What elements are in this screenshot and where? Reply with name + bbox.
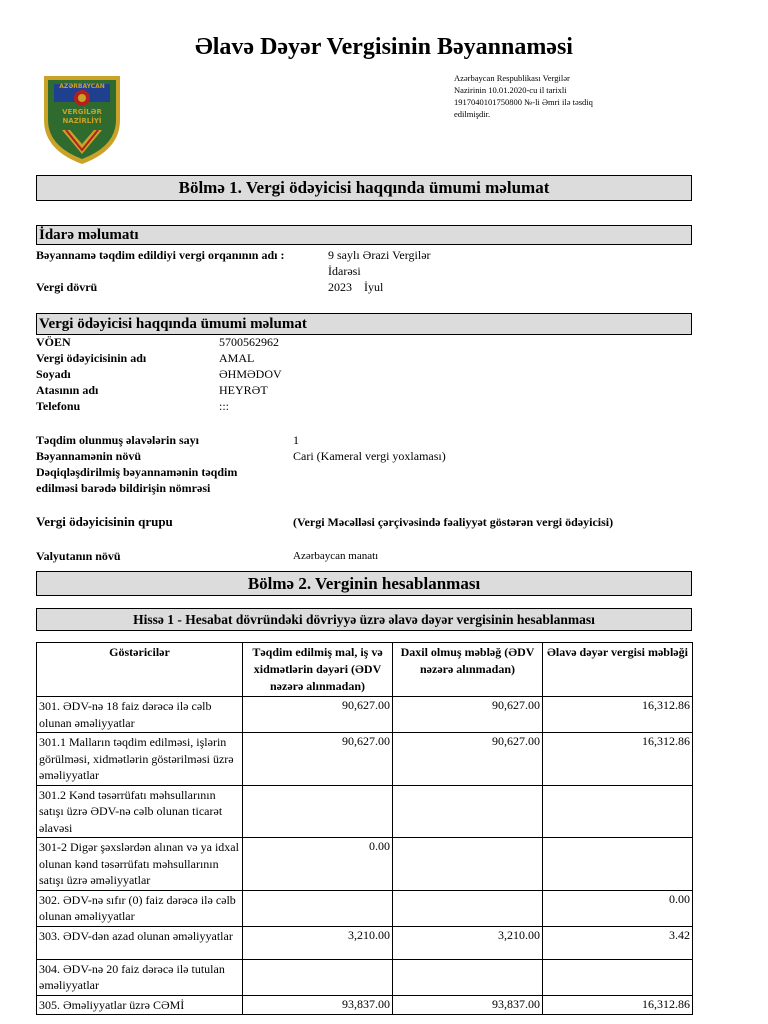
idare-header: İdarə məlumatı [36,225,692,245]
cell-value: 0.00 [243,838,393,891]
declaration-type-label: Bəyannamənin növü [36,449,142,463]
ministry-emblem [36,70,128,166]
cell-value: 16,312.86 [543,697,693,733]
cell-value: 90,627.00 [393,733,543,786]
cell-value: 16,312.86 [543,733,693,786]
cell-value [243,959,393,995]
cell-value: 90,627.00 [243,697,393,733]
father-label: Atasının adı [36,383,99,397]
table-row-total [37,995,693,1015]
clarification-label-line1: Dəqiqləşdirilmiş bəyannamənin təqdim [36,465,238,479]
cell-value [393,890,543,926]
row-label: 305. Əməliyyatlar üzrə CƏMİ [37,995,243,1015]
emblem-text-1: VERGİLƏR [62,108,102,116]
cell-value: 16,312.86 [543,995,693,1015]
page-title: Əlavə Dəyər Vergisinin Bəyannaməsi [195,34,573,60]
taxpayer-header: Vergi ödəyicisi haqqında ümumi məlumat [36,313,692,335]
name-value: AMAL [219,351,255,365]
part1-header: Hissə 1 - Hesabat dövründəki dövriyyə üzrə əlavə dəyər vergisinin hesablanması [36,608,692,631]
row-label: 301. ƏDV-nə 18 faiz dərəcə ilə cəlb olunan əməliyyatlar [37,697,243,733]
group-value: (Vergi Məcəlləsi çərçivəsində fəaliyyət göstərən vergi ödəyicisi) [293,515,614,529]
voen-value: 5700562962 [219,335,279,349]
cell-value: 0.00 [543,890,693,926]
surname-value: ƏHMƏDOV [219,367,282,381]
table-row [37,785,693,838]
table-row [37,733,693,786]
cell-value: 90,627.00 [393,697,543,733]
period-year: 2023 [328,280,352,294]
vat-calculation-table [36,642,693,1015]
phone-label: Telefonu [36,399,81,413]
cell-value [393,785,543,838]
attachments-value: 1 [293,433,299,447]
section1-header: Bölmə 1. Vergi ödəyicisi haqqında ümumi məlumat [36,175,692,201]
currency-label: Valyutanın növü [36,549,121,563]
table-row [37,838,693,891]
phone-value: ::: [219,399,230,413]
father-value: HEYRƏT [219,383,268,397]
surname-label: Soyadı [36,367,71,381]
cell-value [543,959,693,995]
period-label: Vergi dövrü [36,280,98,294]
decree-note: Azərbaycan Respublikası Vergilər Nazirinin 10.01.2020-cu il tarixli 1917040101750800 №-li Əmri ilə təsdiq edilmişdir. [454,73,593,119]
row-label: 301.1 Malların təqdim edilməsi, işlərin görülməsi, xidmətlərin göstərilməsi üzrə əməliyyatlar [37,733,243,786]
cell-value: 3,210.00 [393,926,543,959]
col-header-supplied-value: Təqdim edilmiş mal, iş və xidmətlərin dəyəri (ƏDV nəzərə alınmadan) [243,643,393,697]
section2-header: Bölmə 2. Verginin hesablanması [36,571,692,596]
col-header-received-amount: Daxil olmuş məbləğ (ƏDV nəzərə alınmadan) [393,643,543,697]
col-header-indicators: Göstəricilər [37,643,243,697]
declaration-type-value: Cari (Kameral vergi yoxlaması) [293,449,446,463]
cell-value [393,959,543,995]
currency-value: Azərbaycan manatı [293,550,379,562]
attachments-label: Təqdim olunmuş əlavələrin sayı [36,433,200,447]
cell-value: 3.42 [543,926,693,959]
row-label: 303. ƏDV-dən azad olunan əməliyyatlar [37,926,243,959]
clarification-label-line2: edilməsi barədə bildirişin nömrəsi [36,481,211,495]
org-label: Bəyannamə təqdim edildiyi vergi orqanının adı : [36,248,285,262]
row-label: 301-2 Digər şəxslərdən alınan və ya idxal olunan kənd təsərrüfatı məhsullarının satışı üzrə əməliyyatlar [37,838,243,891]
cell-value: 93,837.00 [243,995,393,1015]
row-label: 302. ƏDV-nə sıfır (0) faiz dərəcə ilə cəlb olunan əməliyyatlar [37,890,243,926]
group-label: Vergi ödəyicisinin qrupu [36,514,173,529]
emblem-top-text: AZƏRBAYCAN [59,83,105,90]
cell-value [393,838,543,891]
table-row [37,697,693,733]
row-label: 304. ƏDV-nə 20 faiz dərəcə ilə tutulan əməliyyatlar [37,959,243,995]
name-label: Vergi ödəyicisinin adı [36,351,147,365]
cell-value [243,785,393,838]
voen-label: VÖEN [36,335,71,349]
cell-value: 93,837.00 [393,995,543,1015]
table-row [37,926,693,959]
table-row [37,890,693,926]
cell-value [243,890,393,926]
cell-value: 3,210.00 [243,926,393,959]
col-header-vat-amount: Əlavə dəyər vergisi məbləği [543,643,693,697]
row-label: 301.2 Kənd təsərrüfatı məhsullarının satışı üzrə ƏDV-nə cəlb olunan ticarət əlavəsi [37,785,243,838]
emblem-text-2: NAZİRLİYİ [62,117,102,125]
cell-value [543,838,693,891]
cell-value [543,785,693,838]
org-value-line2: İdarəsi [328,264,361,278]
period-month: İyul [364,280,384,294]
org-value-line1: 9 saylı Ərazi Vergilər [328,248,431,262]
table-row [37,959,693,995]
cell-value: 90,627.00 [243,733,393,786]
